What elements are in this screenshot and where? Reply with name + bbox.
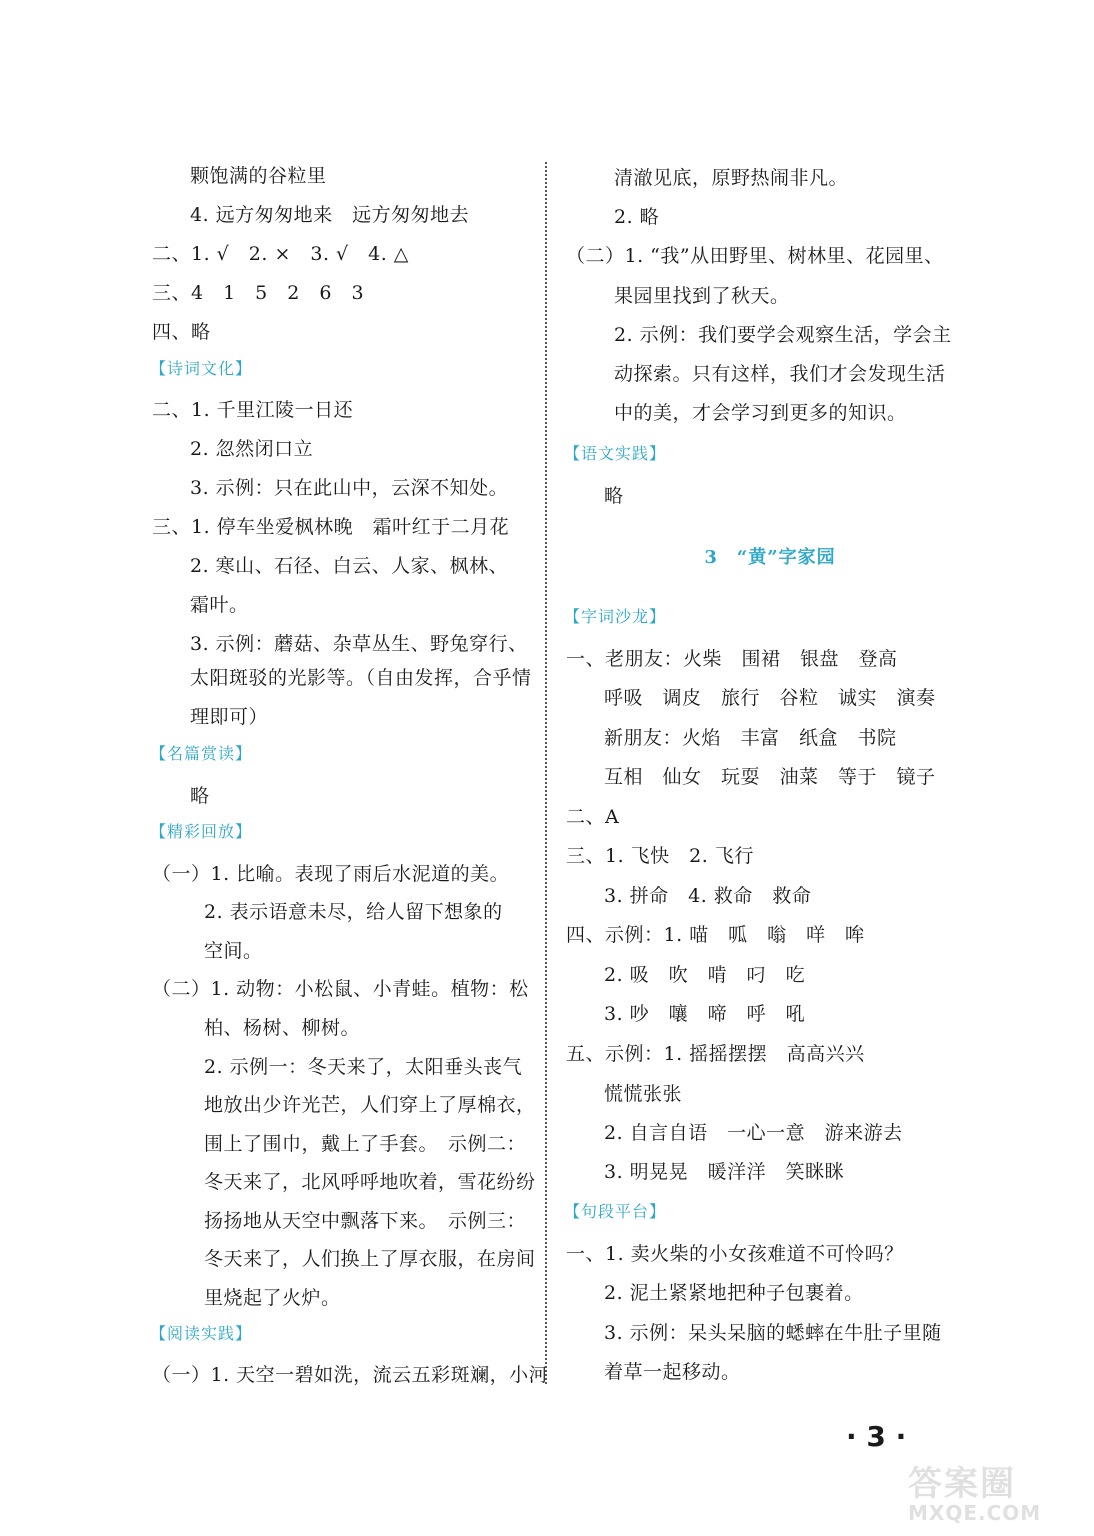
section-tag: 【句段平台】 <box>564 1202 667 1221</box>
answer-line: 四、示例：1. 喵 呱 嗡 咩 哞 <box>566 924 865 946</box>
answer-line: 颗饱满的谷粒里 <box>190 165 327 187</box>
answer-line: 空间。 <box>204 940 263 962</box>
answer-line: 呼吸 调皮 旅行 谷粒 诚实 演奏 <box>604 687 936 709</box>
section-tag: 【字词沙龙】 <box>564 607 667 626</box>
answer-line: 2. 示例一：冬天来了，太阳垂头丧气 <box>204 1056 523 1078</box>
answer-line: 2. 寒山、石径、白云、人家、枫林、 <box>190 555 509 577</box>
answer-line: 一、老朋友：火柴 围裙 银盘 登高 <box>566 648 898 670</box>
answer-line: 2. 泥土紧紧地把种子包裹着。 <box>604 1282 864 1304</box>
answer-line: （二）1. “我”从田野里、树林里、花园里、 <box>566 245 944 267</box>
answer-line: 二、1. 千里江陵一日还 <box>152 399 354 421</box>
answer-line: （一）1. 比喻。表现了雨后水泥道的美。 <box>152 863 510 885</box>
answer-line: 扬扬地从天空中飘落下来。 示例三： <box>204 1210 527 1232</box>
answer-line: 着草一起移动。 <box>604 1361 741 1383</box>
watermark-en: MXQE.COM <box>908 1501 1042 1525</box>
answer-line: 3. 示例：只在此山中，云深不知处。 <box>190 477 509 499</box>
answer-line: 3. 吵 嚷 啼 呼 吼 <box>604 1003 806 1025</box>
answer-line: 霜叶。 <box>190 594 249 616</box>
answer-line: 互相 仙女 玩耍 油菜 等于 镜子 <box>604 766 936 788</box>
answer-line: 2. 表示语意未尽，给人留下想象的 <box>204 901 503 923</box>
answer-line: 五、示例：1. 摇摇摆摆 高高兴兴 <box>566 1043 865 1065</box>
answer-line: 2. 吸 吹 啃 叼 吃 <box>604 964 806 986</box>
answer-line: 里烧起了火炉。 <box>204 1287 341 1309</box>
watermark-cn: 答案圈 <box>908 1464 1016 1504</box>
section-tag: 【精彩回放】 <box>150 822 253 841</box>
answer-line: 三、4 1 5 2 6 3 <box>152 282 365 304</box>
answer-line: 2. 自言自语 一心一意 游来游去 <box>604 1122 903 1144</box>
answer-line: 二、A <box>566 806 620 828</box>
section-tag: 【阅读实践】 <box>150 1324 253 1343</box>
answer-line: 2. 忽然闭口立 <box>190 438 314 460</box>
watermark <box>908 1466 1084 1528</box>
answer-line: 三、1. 飞快 2. 飞行 <box>566 845 754 867</box>
answer-line: 3. 拼命 4. 救命 救命 <box>604 885 812 907</box>
answer-line: 柏、杨树、柳树。 <box>204 1017 361 1039</box>
answer-line: 3. 明晃晃 暖洋洋 笑眯眯 <box>604 1161 845 1183</box>
answer-line: （二）1. 动物：小松鼠、小青蛙。植物：松 <box>152 978 529 1000</box>
section-tag: 【名篇赏读】 <box>150 744 253 763</box>
column-divider <box>545 162 547 1384</box>
answer-line: （一）1. 天空一碧如洗，流云五彩斑斓，小河 <box>152 1364 549 1386</box>
section-tag: 【诗词文化】 <box>150 359 253 378</box>
answer-line: 果园里找到了秋天。 <box>614 285 790 307</box>
answer-line: 冬天来了，人们换上了厚衣服，在房间 <box>204 1248 536 1270</box>
answer-line: 略 <box>604 485 624 507</box>
answer-line: 三、1. 停车坐爱枫林晚 霜叶红于二月花 <box>152 516 510 538</box>
chapter-title: 3 “黄”字家园 <box>704 547 836 568</box>
answer-line: 2. 示例：我们要学会观察生活，学会主 <box>614 324 952 346</box>
answer-line: 3. 示例：蘑菇、杂草丛生、野兔穿行、 <box>190 633 528 655</box>
answer-line: 理即可） <box>190 706 269 728</box>
section-tag: 【语文实践】 <box>564 444 667 463</box>
answer-line: 太阳斑驳的光影等。（自由发挥，合乎情 <box>190 667 532 689</box>
answer-line: 围上了围巾，戴上了手套。 示例二： <box>204 1133 527 1155</box>
answer-line: 清澈见底，原野热闹非凡。 <box>614 167 849 189</box>
answer-line: 二、1. √ 2. × 3. √ 4. △ <box>152 243 409 265</box>
page-number: · 3 · <box>846 1420 907 1453</box>
answer-line: 新朋友：火焰 丰富 纸盒 书院 <box>604 727 897 749</box>
answer-line: 中的美，才会学习到更多的知识。 <box>614 402 907 424</box>
answer-line: 4. 远方匆匆地来 远方匆匆地去 <box>190 204 470 226</box>
answer-line: 动探索。只有这样，我们才会发现生活 <box>614 363 946 385</box>
answer-line: 四、略 <box>152 321 211 343</box>
answer-line: 一、1. 卖火柴的小女孩难道不可怜吗？ <box>566 1243 904 1265</box>
answer-line: 略 <box>190 785 210 807</box>
answer-line: 2. 略 <box>614 206 660 228</box>
answer-line: 地放出少许光芒，人们穿上了厚棉衣， <box>204 1094 536 1116</box>
answer-line: 冬天来了，北风呼呼地吹着，雪花纷纷 <box>204 1171 536 1193</box>
answer-line: 慌慌张张 <box>604 1083 683 1105</box>
answer-line: 3. 示例：呆头呆脑的蟋蟀在牛肚子里随 <box>604 1322 942 1344</box>
